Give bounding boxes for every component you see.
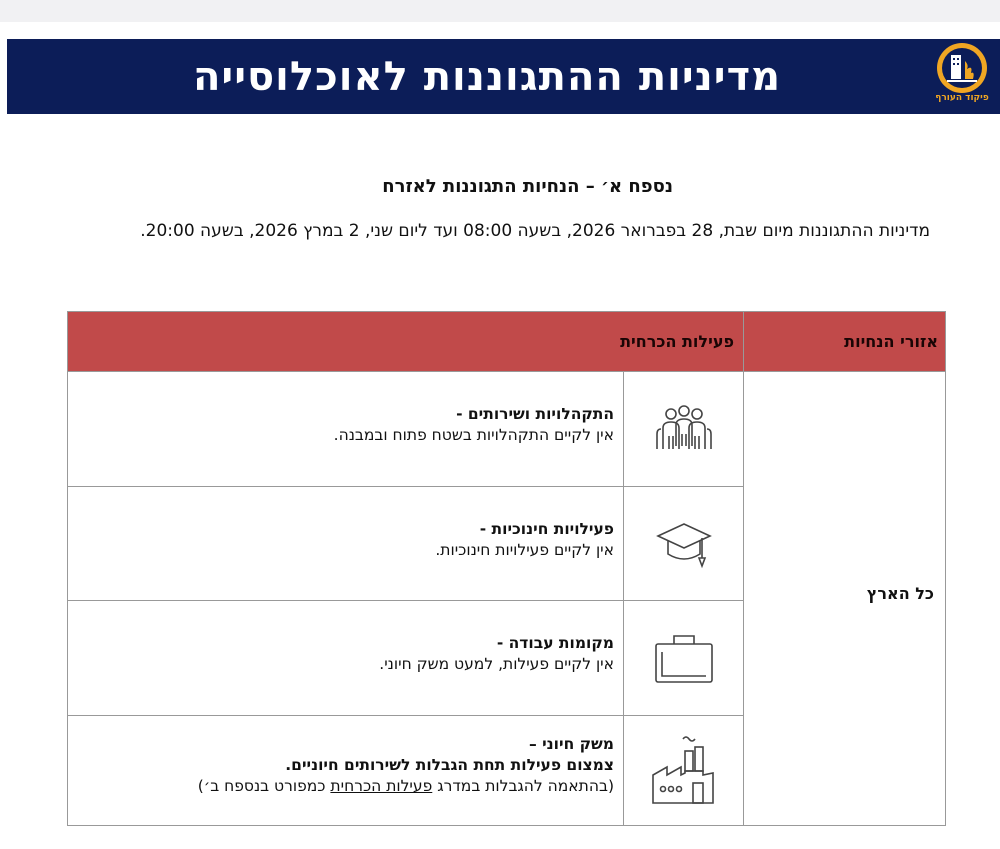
banner-title: מדיניות ההתגוננות לאוכלוסייה: [192, 54, 782, 100]
column-header-activity: פעילות הכרחית: [620, 332, 734, 351]
row-title: התקהלויות ושירותים -: [456, 405, 614, 423]
table-row: [68, 372, 744, 486]
row-body: אין לקיים פעילויות חינוכיות.: [435, 541, 614, 559]
briefcase-icon: [624, 601, 743, 715]
graduation-cap-icon: [624, 487, 743, 600]
header-banner: [7, 39, 1000, 114]
table-row: [68, 716, 744, 826]
row-body: אין לקיים התקהלויות בשטח פתוח ובמבנה.: [333, 426, 614, 444]
row-text: [76, 404, 614, 446]
row-body-prefix: (בהתאמה להגבלות במדרג: [432, 777, 614, 795]
table-row: [68, 601, 744, 715]
row-title: משק חיוני –: [528, 735, 614, 753]
column-header-region: אזורי הנחיות: [844, 332, 938, 351]
guidelines-table: [67, 311, 946, 826]
row-text: [76, 734, 614, 797]
row-body: אין לקיים פעילות, למעט משק חיוני.: [379, 655, 614, 673]
row-body-bold: צמצום פעילות תחת הגבלות לשירותים חיוניים.: [285, 756, 614, 774]
top-strip: [0, 0, 1000, 22]
people-group-icon: [624, 372, 743, 486]
logo-caption: פיקוד העורף: [935, 93, 989, 103]
row-body-suffix: כמפורט בנספח ב׳): [197, 777, 331, 795]
row-text: [76, 519, 614, 561]
row-body: [76, 776, 614, 797]
home-front-command-logo-icon: [927, 41, 997, 111]
region-cell: [744, 372, 945, 826]
table-header: [68, 312, 945, 371]
essential-activity-link[interactable]: פעילות הכרחית: [330, 777, 433, 795]
row-text: [76, 633, 614, 675]
row-title: פעילויות חינוכיות -: [479, 520, 614, 538]
row-title: מקומות עבודה -: [496, 634, 614, 652]
region-label: כל הארץ: [866, 584, 934, 603]
factory-icon: [624, 716, 743, 826]
annex-heading: נספח א׳ – הנחיות התגוננות לאזרח: [382, 176, 673, 197]
table-row: [68, 487, 744, 600]
policy-paragraph: מדיניות ההתגוננות מיום שבת, 28 בפברואר 2026, בשעה 08:00 ועד ליום שני, 2 במרץ 2026, בשעה 20:00.: [140, 221, 930, 241]
